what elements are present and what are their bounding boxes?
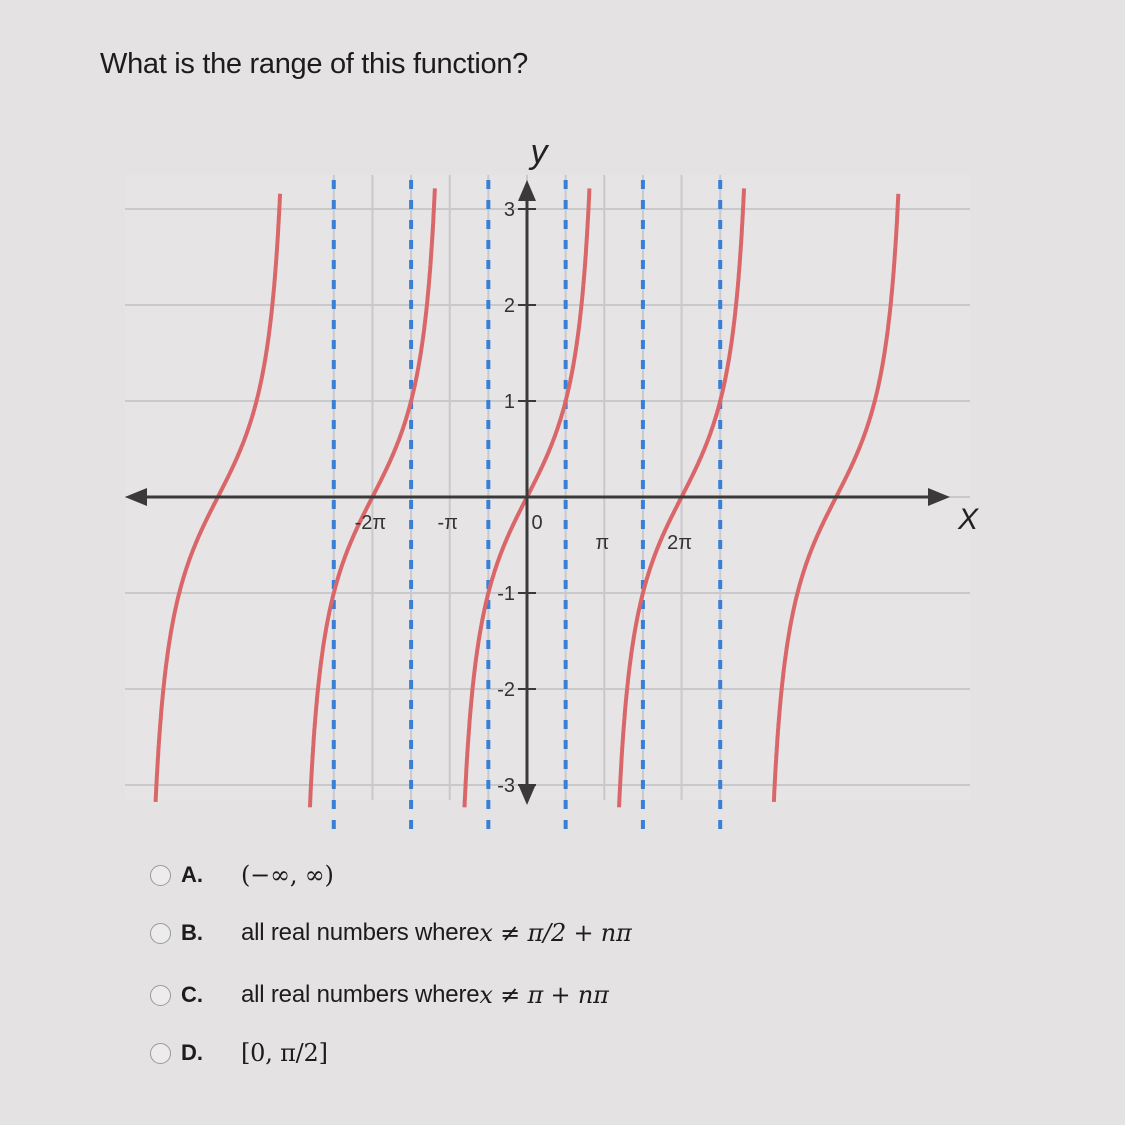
choice-a[interactable] [150,850,334,900]
y-tick-label: -1 [497,583,515,605]
y-tick-label: 3 [503,199,515,221]
y-axis-label: y [530,133,548,171]
y-tick-label: 1 [503,391,515,413]
x-axis-label: X [958,503,979,536]
choice-a-text: (−∞, ∞) [241,861,334,889]
choice-b[interactable] [150,908,632,958]
radio-b[interactable] [150,923,171,944]
y-tick-label: 2 [503,295,515,317]
choice-b-math: x ≠ π/2 + nπ [479,919,632,947]
choice-b-letter: B. [181,920,203,945]
radio-c[interactable] [150,985,171,1006]
choice-c-math: x ≠ π + nπ [479,981,609,1009]
question-text: What is the range of this function? [100,48,528,80]
y-tick-label: -3 [497,775,515,797]
choice-c[interactable] [150,970,609,1020]
y-tick-label: -2 [497,679,515,701]
choice-d-letter: D. [181,1040,203,1065]
choice-c-text: all real numbers where [241,981,480,1008]
x-tick-label: π [595,532,610,554]
radio-a[interactable] [150,865,171,886]
choice-d[interactable] [150,1028,328,1078]
choice-a-letter: A. [181,862,203,887]
choice-d-text: [0, π/2] [241,1039,328,1067]
choice-c-letter: C. [181,982,203,1007]
x-tick-label: 2π [667,532,693,554]
x-tick-label: -π [437,512,458,534]
x-tick-label: -2π [354,512,387,534]
choice-b-text: all real numbers where [241,919,480,946]
radio-d[interactable] [150,1043,171,1064]
x-tick-label: 0 [531,512,543,534]
